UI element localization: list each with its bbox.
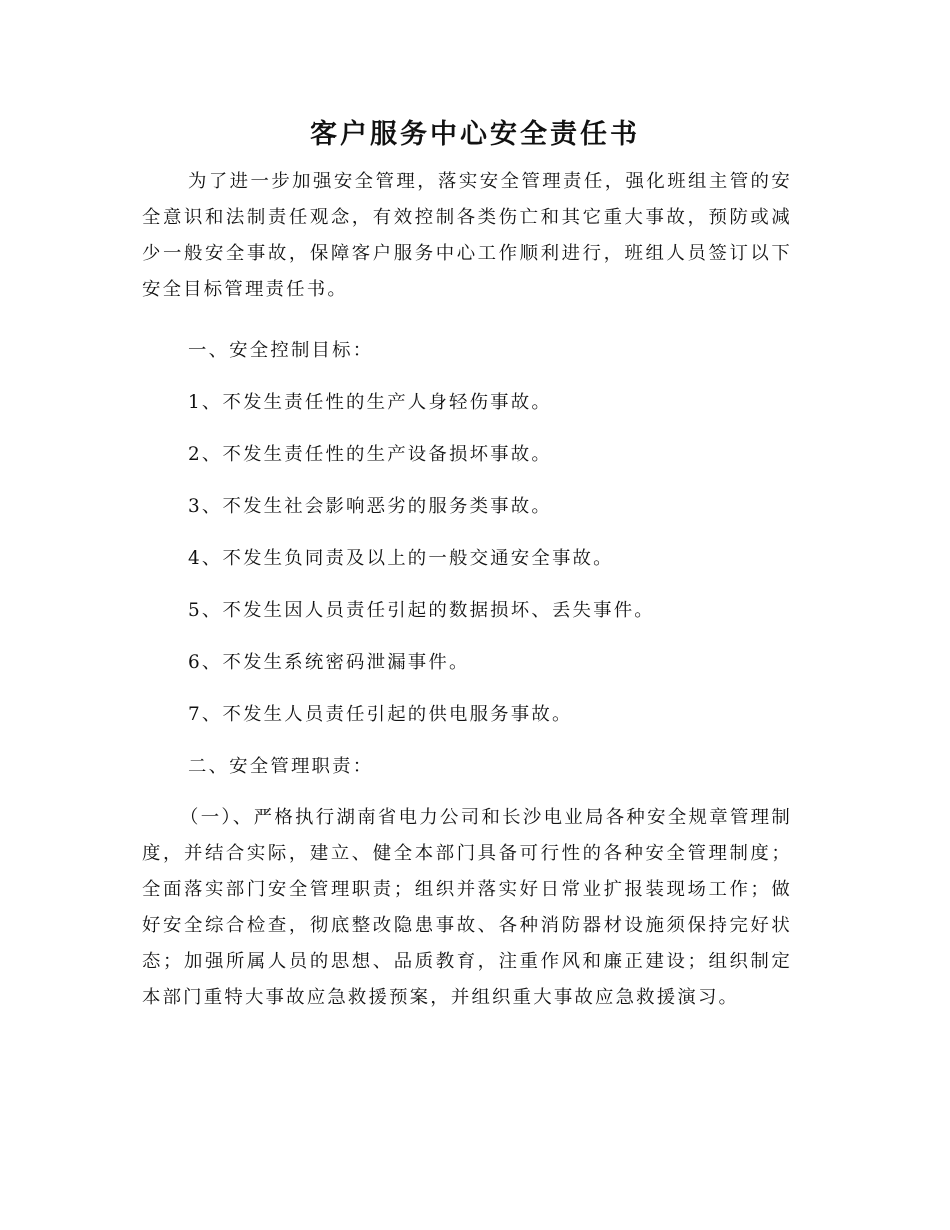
section-1-heading: 一、安全控制目标：	[188, 340, 374, 361]
duty-paragraph-1: （一）、严格执行湖南省电力公司和长沙电业局各种安全规章管理制度，并结合实际，建立、健全本部门具备可行性的各种安全管理制度；全面落实部门安全管理职责；组织并落实好日常业扩报装现场工作；做好安全综合检查，彻底整改隐患事故、各种消防器材设施须保持完好状态；加强所属人员的思想、品质教育，注重作风和廉正建设；组织制定本部门重特大事故应急救援预案，并组织重大事故应急救援演习。	[142, 807, 792, 1008]
document-title: 客户服务中心安全责任书	[310, 119, 640, 150]
goal-item-4: 4、不发生负同责及以上的一般交通安全事故。	[188, 548, 614, 569]
goal-item-7: 7、不发生人员责任引起的供电服务事故。	[188, 704, 573, 725]
goal-item-2: 2、不发生责任性的生产设备损坏事故。	[188, 444, 552, 465]
intro-paragraph: 为了进一步加强安全管理，落实安全管理责任，强化班组主管的安全意识和法制责任观念，有效控制各类伤亡和其它重大事故，预防或减少一般安全事故，保障客户服务中心工作顺利进行，班组人员签订以下安全目标管理责任书。	[142, 171, 792, 300]
section-2-heading: 二、安全管理职责：	[188, 756, 374, 777]
goal-item-3: 3、不发生社会影响恶劣的服务类事故。	[188, 496, 552, 517]
goal-item-5: 5、不发生因人员责任引起的数据损坏、丢失事件。	[188, 600, 655, 621]
goal-item-6: 6、不发生系统密码泄漏事件。	[188, 652, 470, 673]
goal-item-1: 1、不发生责任性的生产人身轻伤事故。	[188, 392, 552, 413]
